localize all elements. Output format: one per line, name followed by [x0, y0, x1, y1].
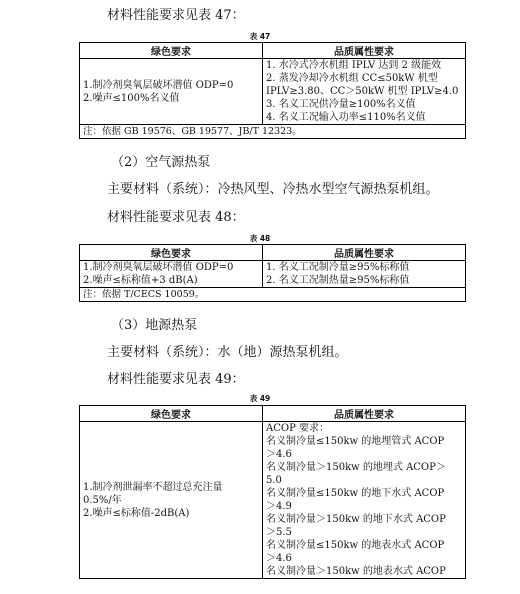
- table47-caption: 表 47: [249, 32, 271, 41]
- table-48: [79, 244, 466, 302]
- table49-quality-cell: [263, 422, 466, 579]
- table49-quality-line: 名义制冷量＞150kw 的地下水式 ACOP: [266, 514, 446, 525]
- table48-caption: 表 48: [249, 234, 271, 243]
- paragraph-table47-intro: 材料性能要求见表 47：: [107, 8, 245, 23]
- table49-caption: 表 49: [249, 394, 271, 403]
- table47-green-line: 2.噪声≤100%名义值: [83, 92, 180, 104]
- table49-quality-line: 名义制冷量≤150kw 的地埋管式 ACOP: [266, 436, 445, 447]
- table49-green-line: 2.噪声≤标称值-2dB(A): [83, 507, 190, 519]
- table47-quality-line: 2. 蒸发冷却冷水机组 CC≤50kW 机型: [266, 73, 438, 84]
- table49-quality-line: ＞4.6: [266, 449, 292, 460]
- table49-quality-line: 名义制冷量≤150kw 的地下水式 ACOP: [266, 488, 445, 499]
- table48-quality-cell: [263, 261, 466, 288]
- table49-quality-line: ＞5.5: [266, 527, 292, 538]
- table47-quality-line: IPLV≥3.80、CC＞50kW 机型 IPLV≥4.0: [266, 86, 459, 97]
- table49-quality-line: 名义制冷量＞150kw 的地表水式 ACOP: [266, 566, 446, 577]
- table47-green-cell: [80, 59, 263, 125]
- table49-header-green: 绿色要求: [80, 406, 263, 422]
- table49-quality-line: 5.0: [266, 475, 282, 486]
- table48-quality-line: 1. 名义工况制冷量≥95%标称值: [266, 262, 410, 273]
- table47-header-quality: 品质属性要求: [263, 43, 466, 59]
- table49-green-cell: [80, 422, 263, 579]
- table49-quality-line: 名义制冷量≤150kw 的地表水式 ACOP: [266, 540, 445, 551]
- table49-green-line: 0.5%/年: [83, 494, 122, 506]
- table47-note: 注：依据 GB 19576、GB 19577、JB/T 12323。: [80, 125, 466, 139]
- paragraph-table49-intro: 材料性能要求见表 49：: [107, 372, 245, 387]
- table49-quality-line: ＞4.9: [266, 501, 292, 512]
- table49-green-line: 1.制冷剂泄漏率不超过总充注量: [83, 481, 223, 493]
- paragraph-table48-intro: 材料性能要求见表 48：: [107, 210, 245, 225]
- table-49: [79, 405, 466, 579]
- table49-header-quality: 品质属性要求: [263, 406, 466, 422]
- section-heading-ground-source: （3）地源热泵: [111, 318, 198, 333]
- table49-quality-line: ACOP 要求：: [266, 423, 329, 434]
- table48-quality-line: 2. 名义工况制热量≥95%标称值: [266, 275, 410, 286]
- table47-quality-line: 3. 名义工况供冷量≥100%名义值: [266, 99, 416, 110]
- table47-header-green: 绿色要求: [80, 43, 263, 59]
- table48-green-cell: [80, 261, 263, 288]
- table48-green-line: 1.制冷剂臭氧层破坏潜值 ODP=0: [83, 262, 234, 273]
- table-47: [79, 42, 466, 139]
- paragraph-ground-source-materials: 主要材料（系统）：水（地）源热泵机组。: [107, 345, 348, 360]
- table48-header-quality: 品质属性要求: [263, 245, 466, 261]
- table47-quality-line: 1. 水冷式冷水机组 IPLV 达到 2 级能效: [266, 60, 442, 71]
- table49-quality-line: ＞4.6: [266, 553, 292, 564]
- table48-green-line: 2.噪声≤标称值+3 dB(A): [83, 275, 198, 286]
- table47-quality-cell: [263, 59, 466, 125]
- table48-note: 注：依据 T/CECS 10059。: [80, 288, 466, 302]
- paragraph-air-source-materials: 主要材料（系统）：冷热风型、冷热水型空气源热泵机组。: [107, 182, 439, 197]
- table49-quality-line: 名义制冷量＞150kw 的地埋式 ACOP＞: [266, 462, 446, 473]
- section-heading-air-source: （2）空气源热泵: [111, 155, 211, 170]
- table47-quality-line: 4. 名义工况输入功率≤110%名义值: [266, 112, 426, 123]
- table47-green-line: 1.制冷剂臭氧层破坏潜值 ODP=0: [83, 79, 234, 91]
- table48-header-green: 绿色要求: [80, 245, 263, 261]
